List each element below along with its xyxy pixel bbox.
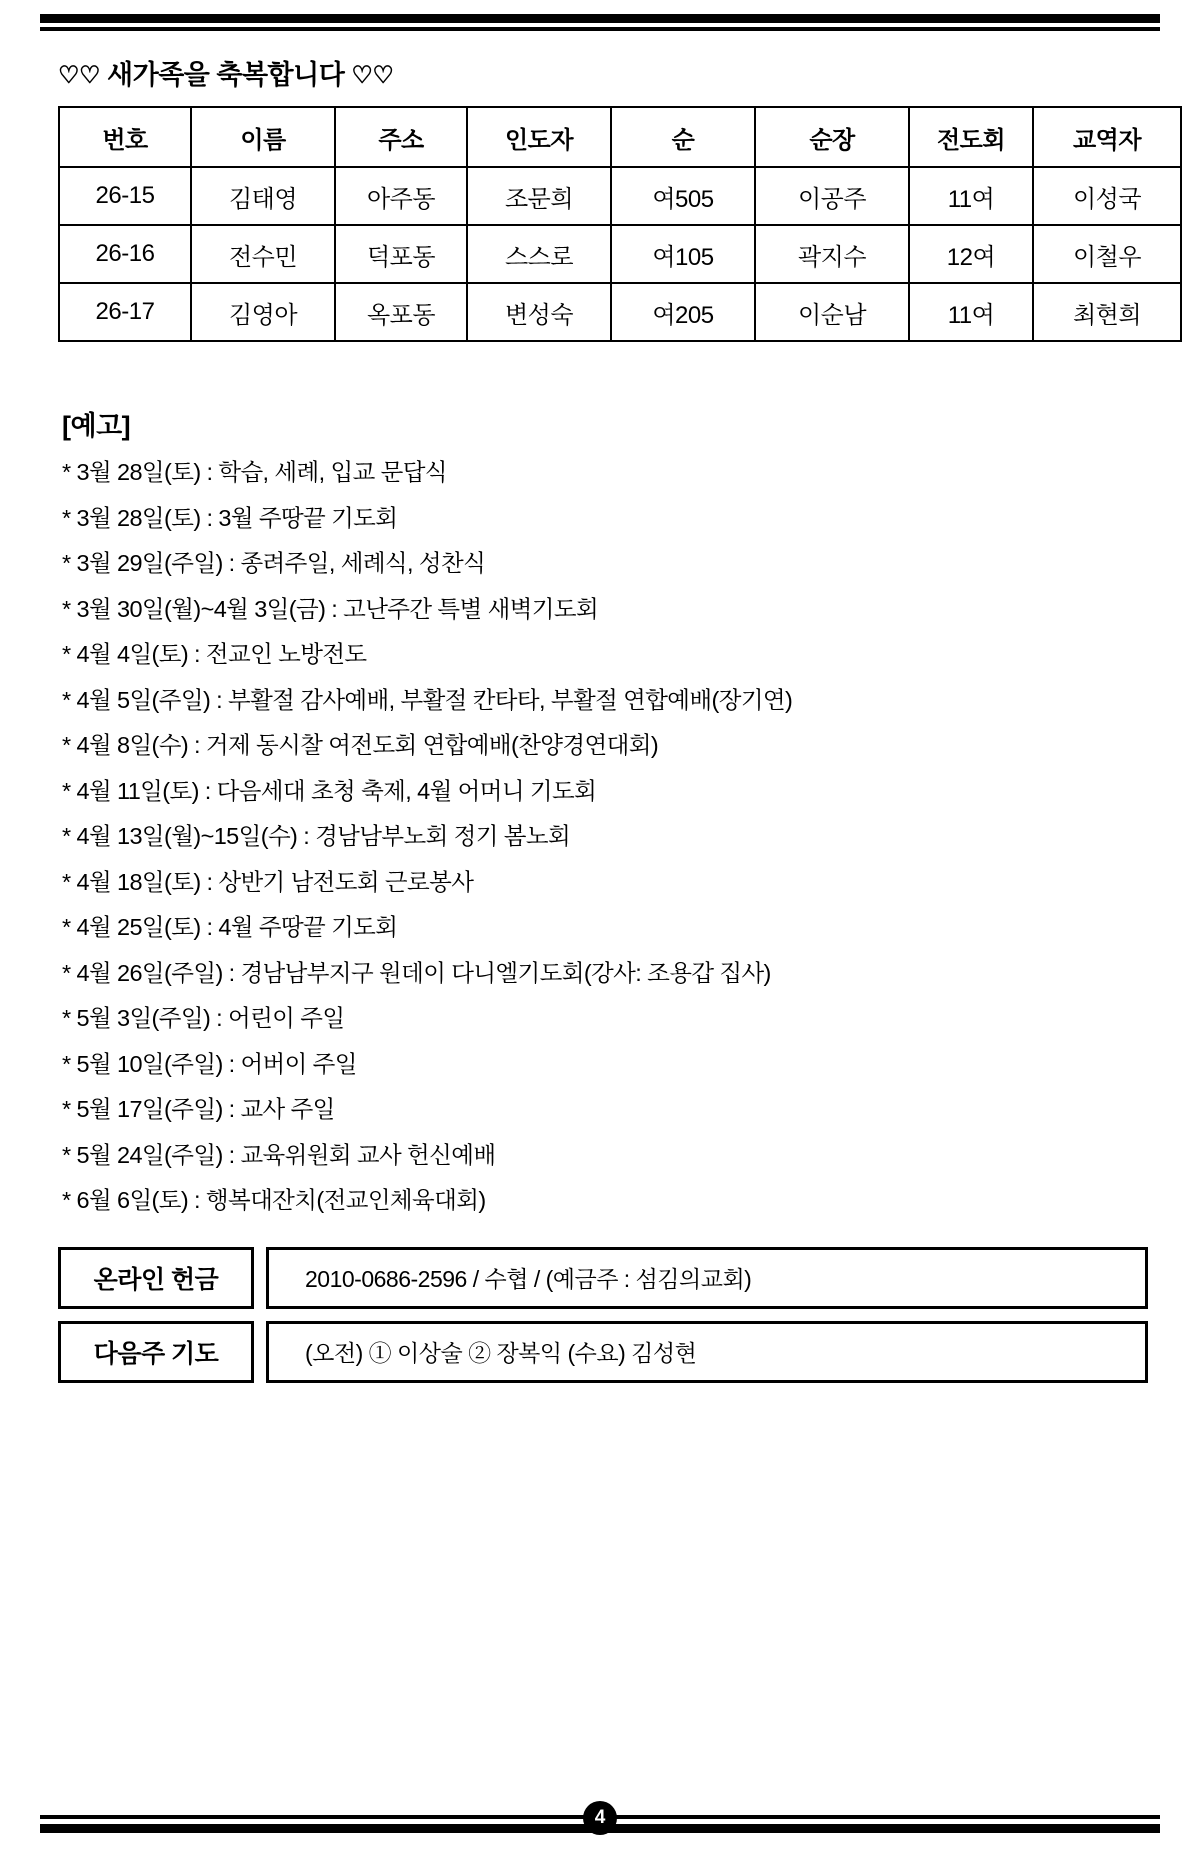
cell-number: 26-15 bbox=[59, 167, 191, 225]
column-header-guide: 인도자 bbox=[467, 107, 611, 167]
top-rule-thick bbox=[40, 14, 1160, 23]
column-header-address: 주소 bbox=[335, 107, 467, 167]
cell-name: 김태영 bbox=[191, 167, 335, 225]
cell-address: 옥포동 bbox=[335, 283, 467, 341]
new-family-title bbox=[58, 53, 1160, 92]
column-header-name: 이름 bbox=[191, 107, 335, 167]
list-item: * 3월 29일(주일) : 종려주일, 세례식, 성찬식 bbox=[62, 550, 486, 576]
list-item: * 4월 26일(주일) : 경남남부지구 원데이 다니엘기도회(강사: 조용갑 집사) bbox=[62, 959, 771, 986]
cell-gyoyeokja: 최현희 bbox=[1033, 283, 1181, 341]
next-week-prayer-row bbox=[58, 1321, 1148, 1383]
bottom-boxes bbox=[58, 1247, 1148, 1383]
next-week-prayer-label: 다음주 기도 bbox=[58, 1321, 254, 1383]
list-item: * 3월 30일(월)~4월 3일(금) : 고난주간 특별 새벽기도회 bbox=[62, 595, 599, 622]
heart-icon-right: ♡♡ bbox=[351, 62, 394, 89]
table-row bbox=[59, 167, 1181, 225]
cell-jeondohoe: 11여 bbox=[909, 167, 1033, 225]
cell-guide: 스스로 bbox=[467, 225, 611, 283]
cell-jeondohoe: 12여 bbox=[909, 225, 1033, 283]
table-row bbox=[59, 283, 1181, 341]
table-header-row bbox=[59, 107, 1181, 167]
column-header-sun: 순 bbox=[611, 107, 755, 167]
list-item: * 4월 18일(토) : 상반기 남전도회 근로봉사 bbox=[62, 868, 474, 895]
list-item: * 4월 25일(토) : 4월 주땅끝 기도회 bbox=[62, 914, 398, 940]
notice-title: [예고] bbox=[62, 411, 131, 441]
list-item: * 3월 28일(토) : 3월 주땅끝 기도회 bbox=[62, 504, 398, 531]
cell-number: 26-17 bbox=[59, 283, 191, 341]
top-border bbox=[40, 0, 1160, 31]
next-week-prayer-value: (오전) ① 이상술 ② 장복익 (수요) 김성현 bbox=[266, 1321, 1148, 1383]
online-offering-row bbox=[58, 1247, 1148, 1309]
cell-gyoyeokja: 이철우 bbox=[1033, 225, 1181, 283]
table-row bbox=[59, 225, 1181, 283]
cell-sun: 여505 bbox=[611, 167, 755, 225]
page-footer bbox=[40, 1807, 1160, 1833]
new-family-table bbox=[58, 106, 1182, 342]
column-header-gyoyeokja: 교역자 bbox=[1033, 107, 1181, 167]
list-item: * 4월 5일(주일) : 부활절 감사예배, 부활절 칸타타, 부활절 연합예배(장기연) bbox=[62, 686, 793, 713]
column-header-jeondohoe: 전도회 bbox=[909, 107, 1033, 167]
heart-icon-left: ♡♡ bbox=[58, 62, 101, 89]
cell-address: 아주동 bbox=[335, 167, 467, 225]
top-rule-thin bbox=[40, 27, 1160, 31]
list-item: * 3월 28일(토) : 학습, 세례, 입교 문답식 bbox=[62, 459, 447, 485]
list-item: * 5월 17일(주일) : 교사 주일 bbox=[62, 1096, 335, 1122]
notice-list bbox=[40, 461, 1160, 1213]
cell-name: 김영아 bbox=[191, 283, 335, 341]
list-item: * 5월 10일(주일) : 어버이 주일 bbox=[62, 1050, 357, 1077]
cell-sun: 여205 bbox=[611, 283, 755, 341]
cell-number: 26-16 bbox=[59, 225, 191, 283]
new-family-title-text: 새가족을 축복합니다 bbox=[107, 60, 345, 90]
cell-name: 전수민 bbox=[191, 225, 335, 283]
online-offering-value: 2010-0686-2596 / 수협 / (예금주 : 섬김의교회) bbox=[266, 1247, 1148, 1309]
page-number: 4 bbox=[583, 1801, 617, 1835]
cell-sunjang: 곽지수 bbox=[755, 225, 909, 283]
cell-sunjang: 이공주 bbox=[755, 167, 909, 225]
list-item: * 6월 6일(토) : 행복대잔치(전교인체육대회) bbox=[62, 1187, 486, 1213]
column-header-number: 번호 bbox=[59, 107, 191, 167]
list-item: * 4월 8일(수) : 거제 동시찰 여전도회 연합예배(찬양경연대회) bbox=[62, 732, 659, 758]
list-item: * 4월 4일(토) : 전교인 노방전도 bbox=[62, 641, 367, 667]
cell-guide: 변성숙 bbox=[467, 283, 611, 341]
list-item: * 4월 11일(토) : 다음세대 초청 축제, 4월 어머니 기도회 bbox=[62, 777, 597, 804]
cell-gyoyeokja: 이성국 bbox=[1033, 167, 1181, 225]
column-header-sunjang: 순장 bbox=[755, 107, 909, 167]
list-item: * 5월 24일(주일) : 교육위원회 교사 헌신예배 bbox=[62, 1141, 496, 1168]
cell-guide: 조문희 bbox=[467, 167, 611, 225]
online-offering-label: 온라인 헌금 bbox=[58, 1247, 254, 1309]
list-item: * 4월 13일(월)~15일(수) : 경남남부노회 정기 봄노회 bbox=[62, 823, 571, 849]
cell-sun: 여105 bbox=[611, 225, 755, 283]
cell-address: 덕포동 bbox=[335, 225, 467, 283]
cell-jeondohoe: 11여 bbox=[909, 283, 1033, 341]
list-item: * 5월 3일(주일) : 어린이 주일 bbox=[62, 1005, 345, 1031]
cell-sunjang: 이순남 bbox=[755, 283, 909, 341]
